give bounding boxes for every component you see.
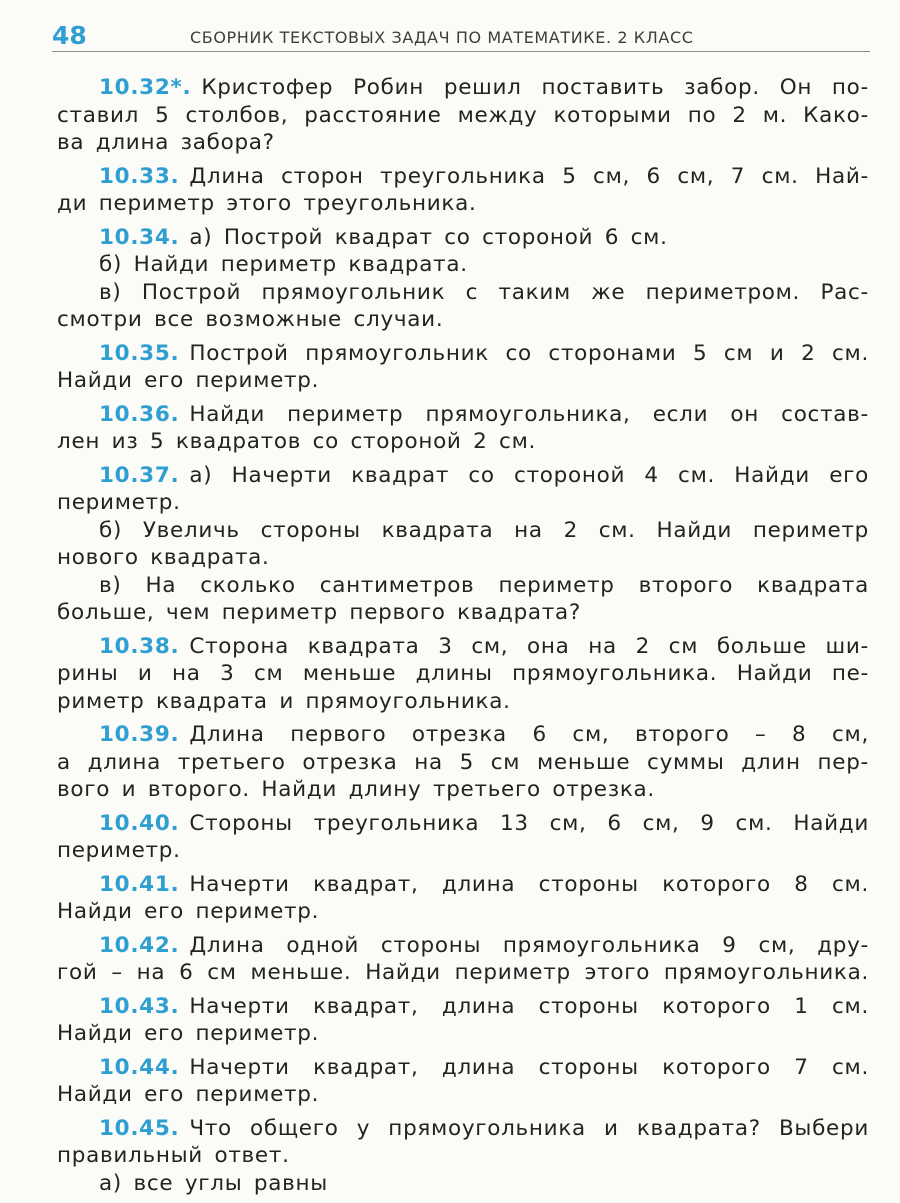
problem-10-32 bbox=[57, 74, 869, 157]
problem-text-line: а длина третьего отрезка на 5 см меньше суммы длин пер- bbox=[57, 749, 869, 775]
problem-text-line: Длина одной стороны прямоугольника 9 см, дру- bbox=[189, 932, 869, 958]
problem-10-38 bbox=[57, 633, 869, 716]
problem-number: 10.39. bbox=[99, 722, 180, 747]
problem-text-line: Найди периметр прямоугольника, если он состав- bbox=[189, 401, 869, 427]
problem-number: 10.42. bbox=[99, 932, 180, 958]
answer-option: а) все углы равны bbox=[99, 1170, 328, 1196]
problem-10-41 bbox=[57, 871, 869, 926]
problem-text-line: нового квадрата. bbox=[57, 545, 270, 570]
problem-text-line: Построй прямоугольник со сторонами 5 см и 2 см. bbox=[189, 340, 869, 366]
problem-number: 10.32*. bbox=[99, 75, 192, 100]
problem-number: 10.34. bbox=[99, 224, 180, 250]
problem-10-45 bbox=[57, 1115, 869, 1198]
problem-text-line: Начерти квадрат, длина стороны которого 8 см. bbox=[189, 871, 869, 897]
problem-text-line: правильный ответ. bbox=[57, 1143, 290, 1168]
page-header bbox=[52, 22, 870, 52]
problem-text-line: рины и на 3 см меньше длины прямоугольника. Найди пе- bbox=[57, 661, 869, 686]
problem-text-line: в) На сколько сантиметров периметр второго квадрата bbox=[99, 572, 869, 598]
problem-10-37 bbox=[57, 462, 869, 627]
problem-number: 10.44. bbox=[99, 1054, 180, 1080]
problem-number: 10.45. bbox=[99, 1115, 180, 1141]
problem-number: 10.43. bbox=[99, 993, 180, 1019]
running-title: СБОРНИК ТЕКСТОВЫХ ЗАДАЧ ПО МАТЕМАТИКЕ. 2 КЛАСС bbox=[190, 28, 694, 47]
problem-text-line: гой – на 6 см меньше. Найди периметр этого прямоугольника. bbox=[57, 960, 869, 985]
problem-text-line: Сторона квадрата 3 см, она на 2 см больше ши- bbox=[189, 633, 869, 659]
problem-10-36 bbox=[57, 401, 869, 456]
problem-10-39 bbox=[57, 721, 869, 804]
problem-10-42 bbox=[57, 932, 869, 987]
problem-text-line: ставил 5 столбов, расстояние между которыми по 2 м. Како- bbox=[57, 102, 869, 128]
problem-text-line: Длина сторон треугольника 5 см, 6 см, 7 см. Най- bbox=[189, 163, 869, 189]
problem-text-line: Найди его периметр. bbox=[57, 368, 320, 393]
problem-10-33 bbox=[57, 163, 869, 218]
problem-number: 10.36. bbox=[99, 401, 180, 427]
problem-number: 10.41. bbox=[99, 871, 180, 897]
problem-number: 10.35. bbox=[99, 340, 180, 366]
problem-text-line: Найди его периметр. bbox=[57, 1082, 320, 1107]
problem-text-line: Что общего у прямоугольника и квадрата? Выбери bbox=[189, 1115, 869, 1141]
problem-text-line: а) Построй квадрат со стороной 6 см. bbox=[189, 224, 668, 250]
problem-text-line: а) Начерти квадрат со стороной 4 см. Найди его bbox=[189, 462, 869, 488]
problem-text-line: Кристофер Робин решил поставить забор. Он по- bbox=[201, 75, 869, 100]
problem-text-line: лен из 5 квадратов со стороной 2 см. bbox=[57, 429, 537, 454]
problem-number: 10.33. bbox=[99, 163, 180, 189]
problem-text-line: ва длина забора? bbox=[57, 130, 275, 155]
problem-list bbox=[57, 74, 869, 1203]
problem-text-line: Начерти квадрат, длина стороны которого 7 см. bbox=[189, 1054, 869, 1080]
page-number: 48 bbox=[52, 21, 87, 50]
problem-number: 10.40. bbox=[99, 810, 180, 836]
problem-number: 10.37. bbox=[99, 462, 180, 488]
problem-10-35 bbox=[57, 340, 869, 395]
problem-text-line: вого и второго. Найди длину третьего отрезка. bbox=[57, 777, 655, 802]
problem-number: 10.38. bbox=[99, 633, 180, 659]
problem-text-line: больше, чем периметр первого квадрата? bbox=[57, 600, 582, 625]
problem-10-34 bbox=[57, 224, 869, 334]
problem-text-line: Начерти квадрат, длина стороны которого 1 см. bbox=[189, 993, 869, 1019]
problem-text-line: Длина первого отрезка 6 см, второго – 8 см, bbox=[189, 722, 869, 747]
problem-text-line: б) Увеличь стороны квадрата на 2 см. Найди периметр bbox=[99, 517, 869, 543]
problem-text-line: периметр. bbox=[57, 490, 181, 515]
problem-10-43 bbox=[57, 993, 869, 1048]
problem-10-40 bbox=[57, 810, 869, 865]
problem-text-line: риметр квадрата и прямоугольника. bbox=[57, 688, 511, 714]
problem-text-line: Найди его периметр. bbox=[57, 899, 320, 924]
problem-text-line: ди периметр этого треугольника. bbox=[57, 191, 477, 216]
problem-text-line: смотри все возможные случаи. bbox=[57, 307, 444, 332]
problem-text-line: в) Построй прямоугольник с таким же периметром. Рас- bbox=[99, 279, 869, 305]
problem-10-44 bbox=[57, 1054, 869, 1109]
header-divider bbox=[52, 51, 870, 52]
problem-text-line: Стороны треугольника 13 см, 6 см, 9 см. Найди bbox=[189, 810, 869, 836]
problem-text-line: Найди его периметр. bbox=[57, 1021, 320, 1046]
problem-text-line: периметр. bbox=[57, 838, 181, 863]
problem-text-line: б) Найди периметр квадрата. bbox=[99, 252, 468, 277]
